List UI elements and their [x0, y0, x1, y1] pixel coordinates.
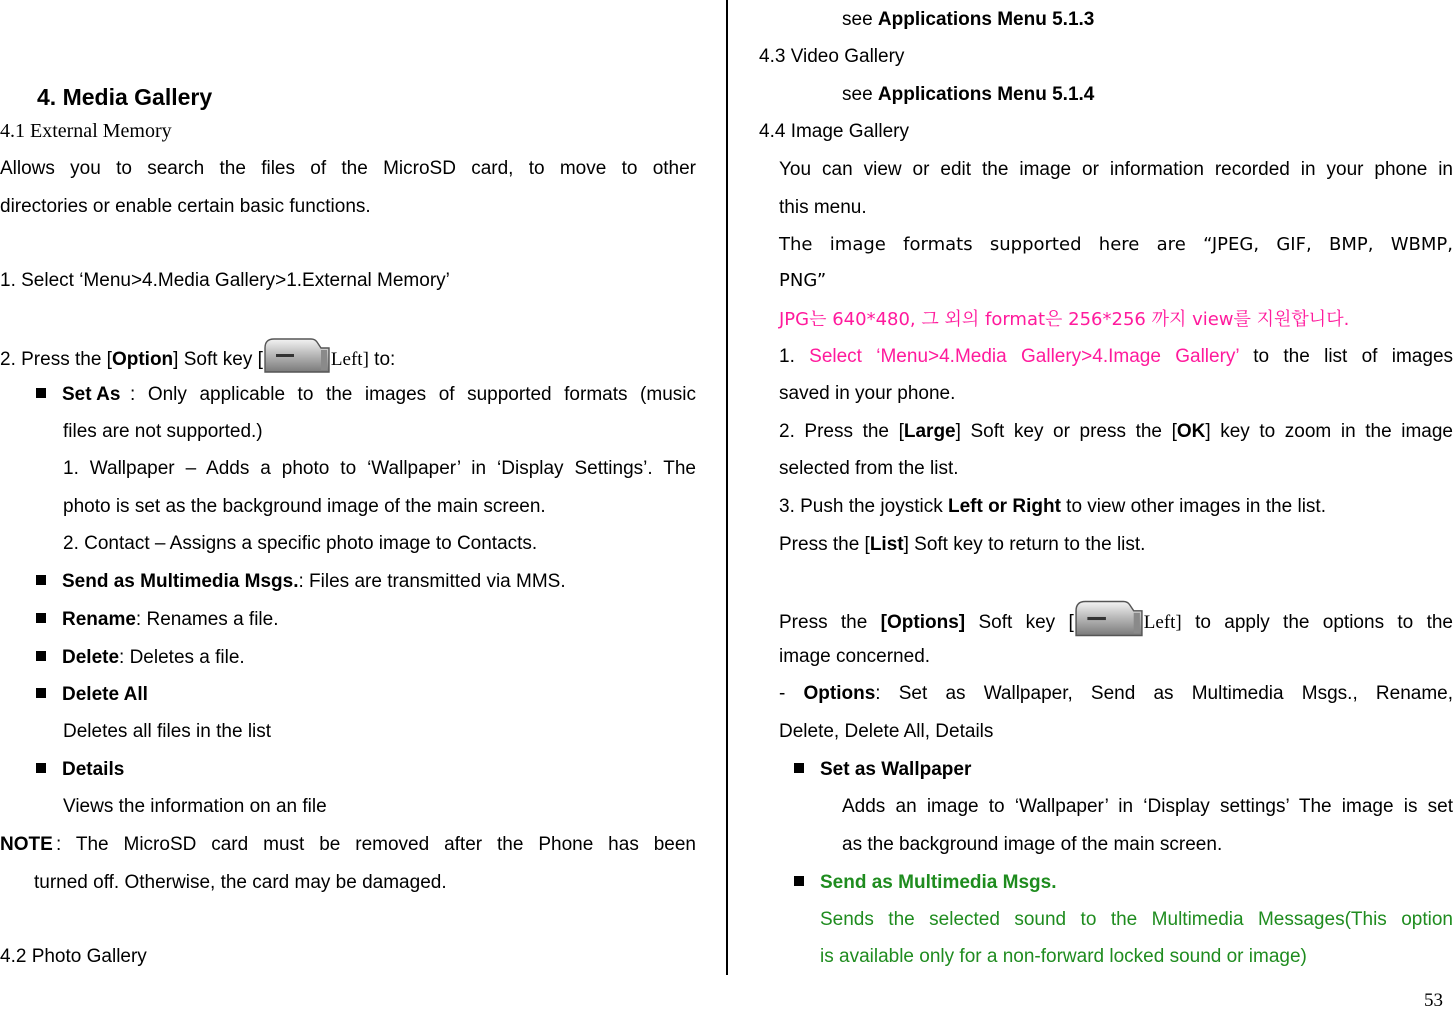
ok-key-label: OK — [1176, 421, 1206, 442]
options-key-label: [Options] — [880, 612, 966, 633]
bullet-square-icon — [36, 613, 46, 623]
options-softkey-line-2: image concerned. — [779, 646, 931, 667]
details-label: Details — [62, 759, 125, 780]
page-number: 53 — [1424, 990, 1443, 1011]
set-as-text: : Only applicable to the images of supported formats (music — [130, 384, 696, 405]
see-ref-1: Applications Menu 5.1.3 — [877, 9, 1095, 30]
details-text: Views the information on an file — [63, 796, 327, 817]
bullet-delete-all — [36, 684, 148, 706]
send-mms-line-1: Sends the selected sound to the Multimedia Messages(This option — [820, 909, 1453, 930]
see-applications-2 — [842, 84, 1094, 106]
delete-all-text: Deletes all files in the list — [63, 721, 272, 742]
view-line-1: You can view or edit the image or information recorded in your phone in — [779, 159, 1453, 180]
bullet-send-mms — [36, 571, 566, 593]
send-mms-label-right: Send as Multimedia Msgs. — [820, 872, 1057, 893]
bullet-square-icon — [36, 388, 46, 398]
bullet-square-icon — [36, 763, 46, 773]
contact-line: 2. Contact – Assigns a specific photo image to Contacts. — [63, 533, 538, 554]
wallpaper-line-2: photo is set as the background image of the main screen. — [63, 496, 546, 517]
column-divider — [726, 0, 728, 975]
large-key-label: Large — [903, 421, 956, 442]
formats-line-1: The image formats supported here are “JPEG, GIF, BMP, WBMP, — [779, 234, 1453, 255]
see-prefix: see — [842, 9, 878, 30]
bullet-details — [36, 759, 124, 781]
note-label: NOTE — [0, 834, 53, 855]
photo-gallery-heading: 4.2 Photo Gallery — [0, 946, 147, 967]
bullet-set-as-wallpaper — [794, 759, 971, 781]
send-mms-line-2: is available only for a non-forward locked sound or image) — [820, 946, 1307, 967]
bullet-set-as — [36, 384, 120, 406]
rename-label: Rename — [62, 609, 136, 630]
image-step-1 — [779, 346, 1453, 368]
image-step-1-menu-path: Select ‘Menu>4.Media Gallery>4.Image Gallery’ — [809, 346, 1239, 367]
bullet-square-icon — [36, 688, 46, 698]
intro-line-1: Allows you to search the files of the MicroSD card, to move to other — [0, 158, 696, 179]
step-2-key: Left] — [330, 349, 369, 370]
options-softkey-line: Press the [Options] Soft key [ Left] to apply the options to the — [779, 598, 1453, 638]
bullet-square-icon — [794, 763, 804, 773]
set-wallpaper-line-2: as the background image of the main screen. — [842, 834, 1223, 855]
view-line-2: this menu. — [779, 197, 867, 218]
options-list: - Options: Set as Wallpaper, Send as Multimedia Msgs., Rename, — [779, 683, 1453, 704]
delete-text: : Deletes a file. — [119, 647, 245, 668]
bullet-square-icon — [36, 651, 46, 661]
note-line-2: turned off. Otherwise, the card may be damaged. — [34, 872, 447, 893]
send-mms-label: Send as Multimedia Msgs. — [62, 571, 299, 592]
left-or-right-label: Left or Right — [947, 496, 1061, 517]
image-step-2-line-2: selected from the list. — [779, 458, 959, 479]
image-step-2: 2. Press the [Large] Soft key or press the [OK] key to zoom in the image — [779, 421, 1453, 442]
step-number: 1. — [779, 346, 810, 367]
options-list-line-2: Delete, Delete All, Details — [779, 721, 994, 742]
see-applications-1 — [842, 9, 1094, 31]
list-softkey-line: Press the [List] Soft key to return to the list. — [779, 534, 1146, 555]
bullet-rename — [36, 609, 279, 631]
set-wallpaper-line-1: Adds an image to ‘Wallpaper’ in ‘Display settings’ The image is set — [842, 796, 1453, 817]
intro-line-2: directories or enable certain basic functions. — [0, 196, 371, 217]
option-key-label: Option — [111, 349, 174, 370]
subheading-external-memory: 4.1 External Memory — [0, 120, 172, 142]
opt-key: Left] — [1143, 612, 1182, 633]
see-ref-2: Applications Menu 5.1.4 — [877, 84, 1095, 105]
video-gallery-heading: 4.3 Video Gallery — [759, 46, 905, 67]
image-step-1-line-2: saved in your phone. — [779, 383, 956, 404]
note-line-1: : The MicroSD card must be removed after the Phone has been — [56, 834, 696, 855]
image-step-3: 3. Push the joystick Left or Right to view other images in the list. — [779, 496, 1326, 517]
bullet-delete — [36, 647, 245, 669]
delete-label: Delete — [62, 647, 120, 668]
left-softkey-icon — [263, 336, 331, 374]
wallpaper-line-1: 1. Wallpaper – Adds a photo to ‘Wallpaper’ in ‘Display Settings’. The — [63, 458, 696, 479]
set-as-line-2: files are not supported.) — [63, 421, 263, 442]
delete-all-label: Delete All — [62, 684, 148, 705]
bullet-send-mms-right — [794, 872, 1057, 894]
formats-line-2: PNG” — [779, 270, 827, 291]
see-prefix: see — [842, 84, 878, 105]
image-step-1-rest: to the list of images — [1238, 346, 1454, 367]
rename-text: : Renames a file. — [135, 609, 279, 630]
image-gallery-heading: 4.4 Image Gallery — [759, 121, 909, 142]
options-label: Options — [803, 683, 876, 704]
bullet-square-icon — [36, 575, 46, 585]
set-wallpaper-label: Set as Wallpaper — [820, 759, 972, 780]
send-mms-text: : Files are transmitted via MMS. — [298, 571, 566, 592]
step-2-mid: ] Soft key [ — [173, 349, 263, 370]
step-1: 1. Select ‘Menu>4.Media Gallery>1.External Memory’ — [0, 270, 450, 291]
step-2-prefix: 2. Press the [ — [0, 349, 112, 370]
left-softkey-icon — [1074, 598, 1144, 638]
step-2-suffix: to: — [368, 349, 396, 370]
jpg-note: JPG는 640*480, 그 외의 format은 256*256 까지 view를 지원합니다. — [779, 309, 1350, 330]
bullet-square-icon — [794, 876, 804, 886]
step-2 — [0, 336, 395, 374]
section-heading: 4. Media Gallery — [37, 84, 213, 110]
set-as-label: Set As — [62, 384, 121, 405]
list-key-label: List — [869, 534, 904, 555]
